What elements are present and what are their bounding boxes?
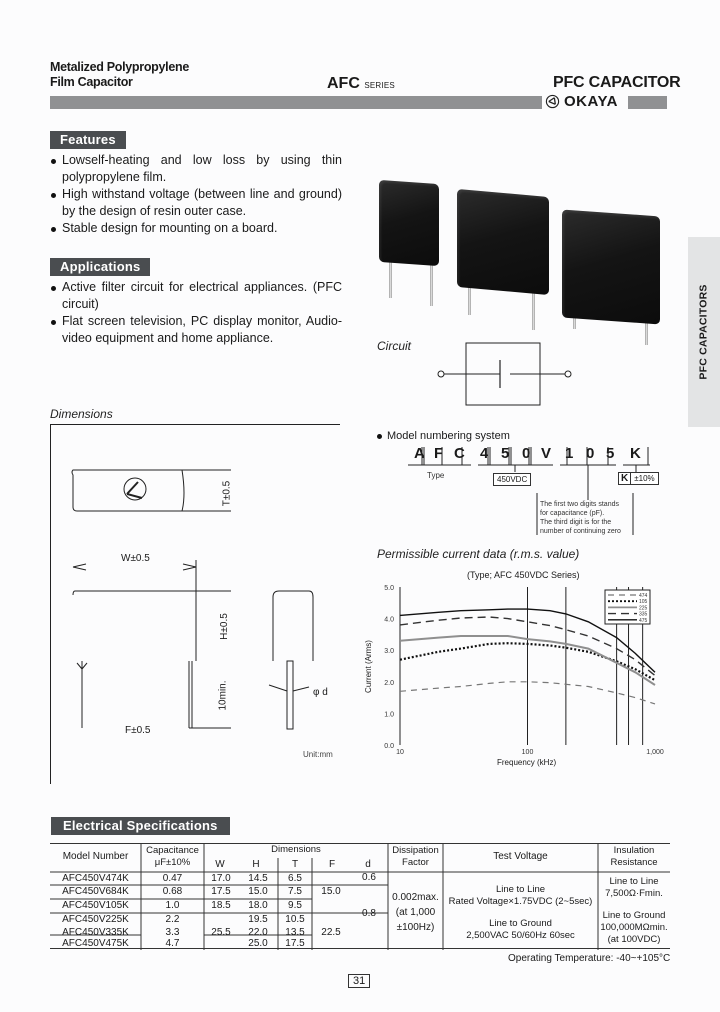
note-line: number of continuing zero [540, 528, 621, 535]
model-char: 0 [586, 445, 595, 462]
insulation-line: 100,000MΩmin. [600, 922, 668, 933]
svg-text:100: 100 [521, 749, 534, 756]
model-number-cell: AFC450V474K [62, 873, 129, 884]
col-t-header: T [291, 859, 299, 870]
operating-temperature: Operating Temperature: -40~+105°C [508, 953, 671, 964]
series-suffix: SERIES [364, 81, 395, 90]
model-char: K [630, 445, 641, 462]
lead-spacing-value: 15.0 [321, 886, 341, 897]
insulation-line: Line to Ground [602, 910, 666, 921]
dissipation-header-line: Dissipation [392, 845, 439, 856]
col-insulation-header [598, 845, 670, 869]
product-subtitle [50, 60, 189, 90]
svg-text:0.0: 0.0 [384, 743, 394, 750]
col-dissipation-header [388, 845, 443, 869]
height-cell: 18.0 [248, 900, 268, 911]
thickness-cell: 7.5 [288, 886, 302, 897]
type-label: Type [427, 471, 445, 480]
test-voltage-line: Line to Line [495, 884, 546, 895]
thickness-cell: 17.5 [285, 938, 305, 949]
capacitance-cell: 0.68 [162, 886, 183, 897]
svg-text:475: 475 [639, 617, 648, 624]
tolerance-box [618, 472, 659, 485]
chart-y-label: Current (Arms) [363, 640, 373, 693]
model-char: 4 [480, 445, 489, 462]
height-cell: 25.0 [248, 938, 268, 949]
height-cell: 19.5 [248, 914, 268, 925]
insulation-header-line: Resistance [610, 857, 658, 868]
thickness-cell: 9.5 [288, 900, 302, 911]
capacitor-lead [389, 258, 392, 298]
width-cell: 18.5 [211, 900, 231, 911]
series-name: AFC [327, 75, 360, 92]
lead-length-label: 10min. [217, 680, 229, 711]
dimensions-svg [51, 425, 341, 785]
header-bar [50, 96, 542, 109]
capacitor-lead [645, 320, 648, 345]
test-voltage-value [443, 884, 598, 942]
chart-heading: Permissible current data (r.m.s. value) [377, 547, 580, 561]
side-tab-label: PFC CAPACITORS [698, 284, 711, 380]
feature-item: Stable design for mounting on a board. [50, 220, 342, 237]
model-char: 5 [606, 445, 615, 462]
thickness-cell: 13.5 [285, 927, 305, 938]
insulation-value [598, 876, 670, 946]
brand-name: OKAYA [564, 93, 618, 110]
col-test-voltage-header: Test Voltage [493, 851, 548, 862]
header-bar-end [628, 96, 667, 109]
feature-item: Lowself-heating and low loss by using thin polypropylene film. [50, 152, 342, 186]
note-line: The first two digits stands [540, 501, 619, 508]
capacitance-cell: 0.47 [162, 873, 183, 884]
col-f-header: F [328, 859, 336, 870]
tolerance-code: K [618, 472, 631, 485]
svg-text:225: 225 [639, 605, 648, 612]
lead-diameter-value: 0.6 [362, 872, 376, 883]
capacitance-cell: 2.2 [165, 914, 180, 925]
svg-text:2.0: 2.0 [384, 679, 394, 687]
product-photos [375, 180, 675, 330]
features-list [50, 152, 342, 237]
insulation-header-line: Insulation [613, 845, 655, 856]
model-number-cell: AFC450V225K [62, 914, 129, 925]
bullet-icon [377, 434, 382, 439]
dissipation-line: (at 1,000 [395, 907, 436, 918]
capacitance-header-line: μF±10% [154, 857, 191, 868]
height-label: H±0.5 [218, 613, 230, 640]
insulation-line: (at 100VDC) [607, 934, 661, 945]
chart-x-label: Frequency (kHz) [497, 758, 557, 767]
svg-text:1.0: 1.0 [384, 711, 394, 719]
col-d-header: d [365, 859, 371, 870]
height-cell: 14.5 [248, 873, 268, 884]
insulation-line: 7,500Ω·Fmin. [605, 888, 663, 899]
model-number-cell: AFC450V475K [62, 938, 129, 949]
capacitor-large-image [562, 210, 660, 325]
model-number-cell: AFC450V105K [62, 900, 129, 911]
model-char: C [454, 445, 465, 462]
svg-text:4.0: 4.0 [384, 616, 394, 624]
applications-list [50, 279, 342, 347]
capacitance-cell: 1.0 [165, 900, 180, 911]
width-cell: 17.5 [211, 886, 231, 897]
model-char: 1 [565, 445, 574, 462]
col-capacitance-header [141, 845, 204, 869]
svg-text:105: 105 [639, 599, 648, 606]
height-cell: 15.0 [248, 886, 268, 897]
circuit-label: Circuit [377, 339, 412, 353]
col-h-header: H [252, 859, 260, 870]
model-numbering-title [377, 430, 510, 442]
unit-label: Unit:mm [303, 750, 333, 759]
chart-title: (Type; AFC 450VDC Series) [467, 570, 580, 580]
col-model-header: Model Number [62, 851, 129, 862]
lead-diameter-value: 0.8 [362, 908, 376, 919]
svg-text:1,000: 1,000 [646, 749, 664, 756]
svg-text:5.0: 5.0 [384, 585, 394, 592]
applications-heading: Applications [50, 258, 150, 276]
test-voltage-line: Line to Ground [489, 918, 552, 929]
model-char: 5 [501, 445, 510, 462]
subtitle-line-1: Metalized Polypropylene [50, 60, 189, 74]
electrical-specs-heading: Electrical Specifications [51, 817, 230, 835]
circuit-diagram [435, 340, 575, 410]
model-char: F [434, 445, 444, 462]
series-title [327, 75, 395, 93]
dissipation-header-line: Factor [402, 857, 429, 868]
model-number-cell: AFC450V335K [62, 927, 129, 938]
features-heading: Features [50, 131, 126, 149]
side-tab [688, 237, 720, 427]
dissipation-line: 0.002max. [392, 892, 439, 903]
width-label: W±0.5 [121, 553, 150, 564]
application-item: Flat screen television, PC display monitor, Audio-video equipment and home appliance. [50, 313, 342, 347]
col-w-header: W [215, 859, 225, 870]
capacitor-medium-image [457, 189, 549, 295]
test-voltage-line: 2,500VAC 50/60Hz 60sec [466, 930, 575, 941]
note-line: for capacitance (pF). [540, 510, 605, 517]
subtitle-line-2: Film Capacitor [50, 75, 133, 89]
capacitance-cell: 3.3 [165, 927, 180, 938]
spec-table [50, 843, 670, 949]
capacitance-note [540, 500, 621, 536]
capacitor-lead [532, 290, 535, 330]
model-char: 0 [522, 445, 531, 462]
feature-item: High withstand voltage (between line and ground) by the design of resin outer case. [50, 186, 342, 220]
note-line: The third digit is for the [540, 519, 612, 526]
capacitance-cell: 4.7 [165, 938, 180, 949]
model-char: V [541, 445, 552, 462]
lead-spacing-value: 22.5 [321, 927, 341, 938]
capacitor-small-image [379, 180, 439, 266]
thickness-cell: 6.5 [288, 873, 302, 884]
thickness-cell: 10.5 [285, 914, 305, 925]
svg-text:335: 335 [639, 611, 648, 618]
dimensions-label: Dimensions [50, 407, 113, 421]
height-cell: 22.0 [248, 927, 268, 938]
brand-logo [545, 93, 618, 110]
thickness-label: T±0.5 [221, 480, 233, 507]
dissipation-line: ±100Hz) [396, 922, 435, 933]
current-chart [370, 575, 680, 775]
width-cell: 17.0 [211, 873, 231, 884]
category-title: PFC CAPACITOR [553, 74, 681, 91]
tolerance-value: ±10% [631, 472, 658, 485]
page-number: 31 [348, 974, 370, 988]
model-numbering-title-text: Model numbering system [387, 430, 510, 442]
dimensions-drawing [50, 424, 340, 784]
svg-text:10: 10 [396, 749, 404, 756]
insulation-line: Line to Line [609, 876, 659, 887]
width-cell: 25.5 [211, 927, 231, 938]
capacitor-lead [468, 285, 471, 315]
lead-diameter-label: φ d [313, 687, 328, 698]
svg-text:3.0: 3.0 [384, 648, 394, 656]
model-number-cell: AFC450V684K [62, 886, 129, 897]
test-voltage-line: Rated Voltage×1.75VDC (2~5sec) [448, 896, 593, 907]
col-dimensions-header: Dimensions [271, 844, 321, 855]
capacitance-header-line: Capacitance [146, 845, 199, 856]
svg-text:474: 474 [639, 593, 648, 599]
model-char: A [414, 445, 425, 462]
okaya-logo-icon [545, 94, 560, 109]
voltage-code-box: 450VDC [493, 473, 531, 486]
lead-spacing-label: F±0.5 [125, 725, 151, 736]
application-item: Active filter circuit for electrical appliances. (PFC circuit) [50, 279, 342, 313]
dissipation-value [388, 890, 443, 935]
